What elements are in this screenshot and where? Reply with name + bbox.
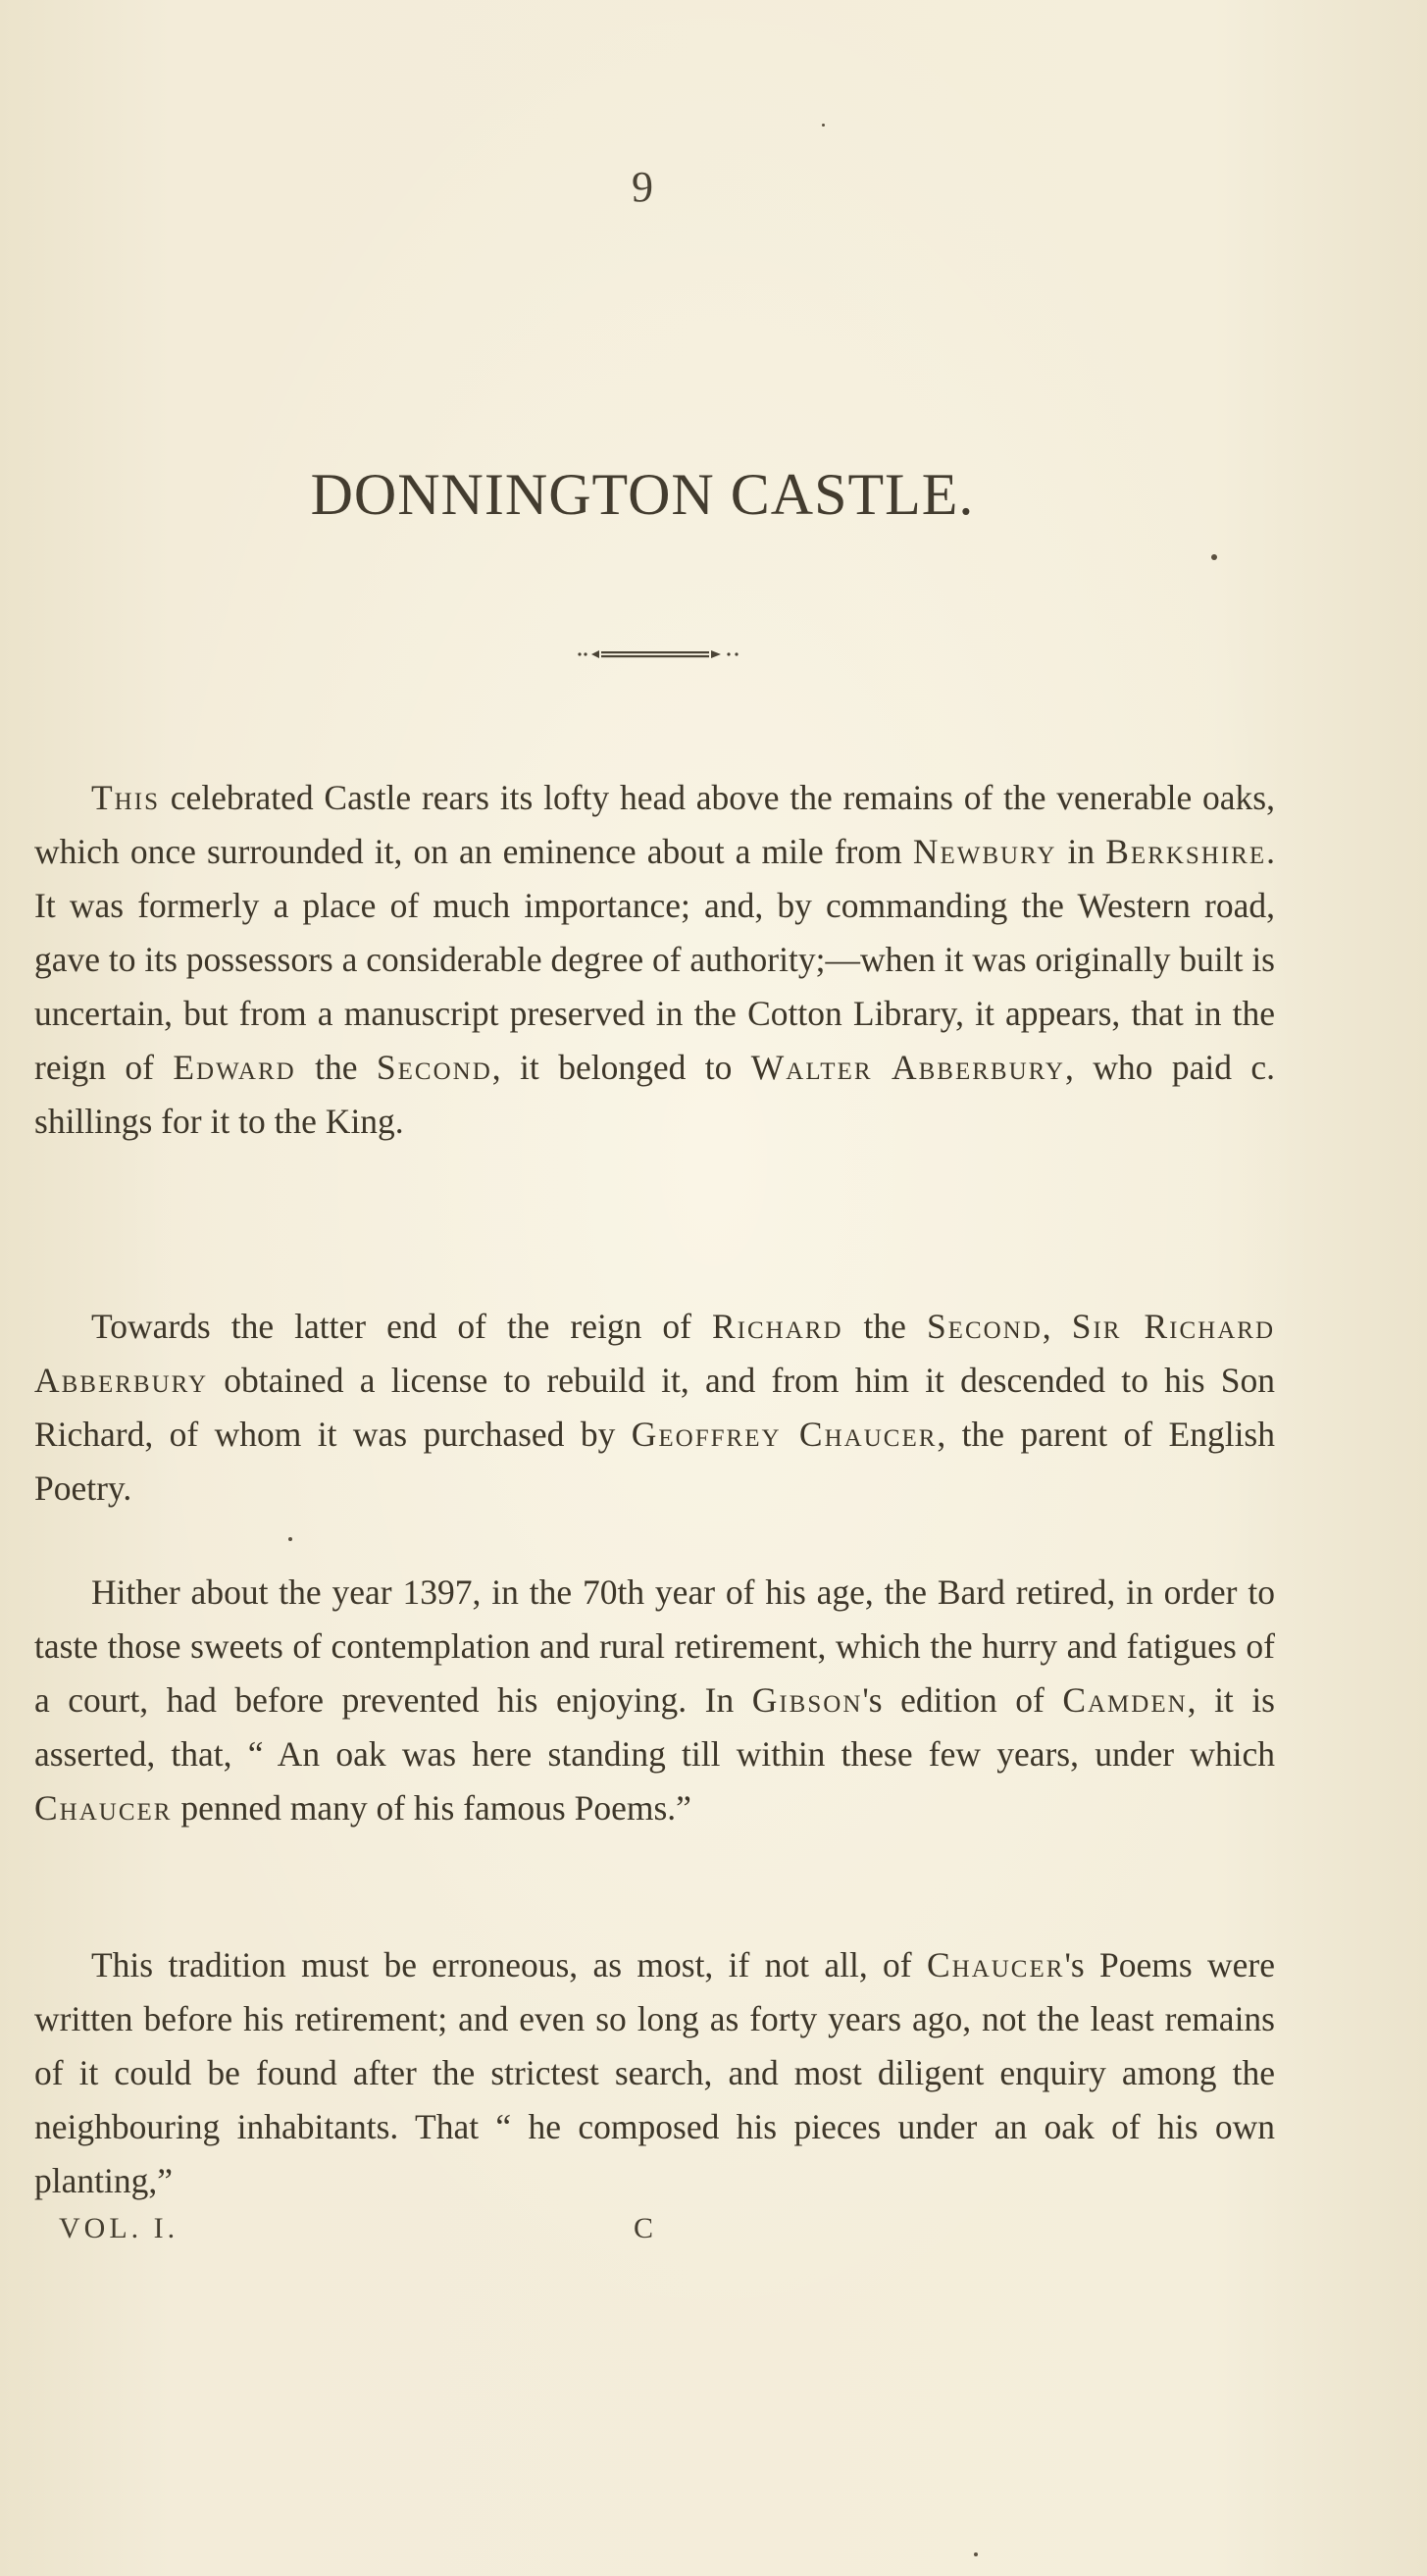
paragraph-text	[34, 1566, 1275, 1835]
text-run: This tradition must be erroneous, as most, if not all, of	[91, 1945, 927, 1984]
text-run: 's edition of	[862, 1680, 1063, 1720]
small-caps-name: Gibson	[751, 1680, 863, 1720]
text-run: . It was formerly a place of much importance; and, by commanding the Western road, gave to its possessors a considerable degree of authority;—when it was originally built is uncertain, but from a manuscript preserved in the Cotton Library, it appears, that in the reign of	[34, 832, 1275, 1087]
text-run: , who paid c. shillings for it to the King.	[34, 1048, 1276, 1141]
text-run: in	[1056, 832, 1106, 871]
paragraph-4	[34, 1938, 1275, 2208]
small-caps-name: Chaucer	[926, 1945, 1065, 1984]
paragraph-3	[34, 1566, 1275, 1835]
text-run: penned many of his famous Poems.”	[172, 1788, 691, 1828]
text-run: , it is asserted, that, “ An oak was here standing till within these few years, under which	[34, 1680, 1275, 1774]
text-run: celebrated Castle rears its lofty head above the remains of the venerable oaks, which once surrounded it, on an eminence about a mile from	[34, 778, 1275, 871]
paragraph-1	[34, 771, 1275, 1149]
paragraph-text	[34, 1300, 1275, 1516]
print-speck	[974, 2552, 978, 2556]
page-number: 9	[632, 163, 653, 211]
text-run: obtained a license to rebuild it, and from him it descended to his Son Richard, of whom it was purchased by	[34, 1361, 1275, 1454]
small-caps-name: Edward	[173, 1048, 296, 1087]
small-caps-name: Newbury	[912, 832, 1057, 871]
print-speck	[822, 124, 825, 127]
text-run: the	[842, 1307, 927, 1346]
print-speck	[288, 1537, 292, 1541]
small-caps-name: Camden	[1062, 1680, 1188, 1720]
text-run: Towards the latter end of the reign of	[91, 1307, 712, 1346]
small-caps-name: Second	[926, 1307, 1043, 1346]
text-run: 's Poems were written before his retirement; and even so long as forty years ago, not the least remains of it could be found after the strictest search, and most diligent enquiry among the neighbouring inhabitants. That “ he composed his pieces under an oak of his own planting,”	[34, 1945, 1275, 2200]
small-caps-name: Walter Abberbury	[750, 1048, 1065, 1087]
signature-mark: C	[634, 2212, 658, 2244]
small-caps-name: Chaucer	[34, 1788, 173, 1828]
text-run: , the parent of English Poetry.	[34, 1415, 1275, 1508]
small-caps-name: Second	[376, 1048, 492, 1087]
small-caps-name: Berkshire	[1105, 832, 1267, 871]
paragraph-text	[34, 771, 1275, 1149]
volume-footer: VOL. I.	[59, 2212, 179, 2244]
text-run: Hither about the year 1397, in the 70th year of his age, the Bard retired, in order to taste those sweets of contemplation and rural retirement, which the hurry and fatigues of a court, had before prevented his enjoying. In	[34, 1572, 1275, 1720]
small-caps-name: Richard	[711, 1307, 843, 1346]
text-run: the	[295, 1048, 377, 1087]
print-speck	[1211, 554, 1217, 560]
text-run: ,	[1042, 1307, 1072, 1346]
paragraph-text	[34, 1938, 1275, 2208]
small-caps-name: This	[91, 778, 160, 817]
title-ornament	[574, 646, 750, 662]
text-run: , it belonged to	[491, 1048, 751, 1087]
chapter-title: DONNINGTON CASTLE.	[310, 462, 975, 527]
paragraph-2	[34, 1300, 1275, 1516]
small-caps-name: Sir Richard Abberbury	[34, 1307, 1275, 1400]
small-caps-name: Geoffrey Chaucer	[631, 1415, 938, 1454]
